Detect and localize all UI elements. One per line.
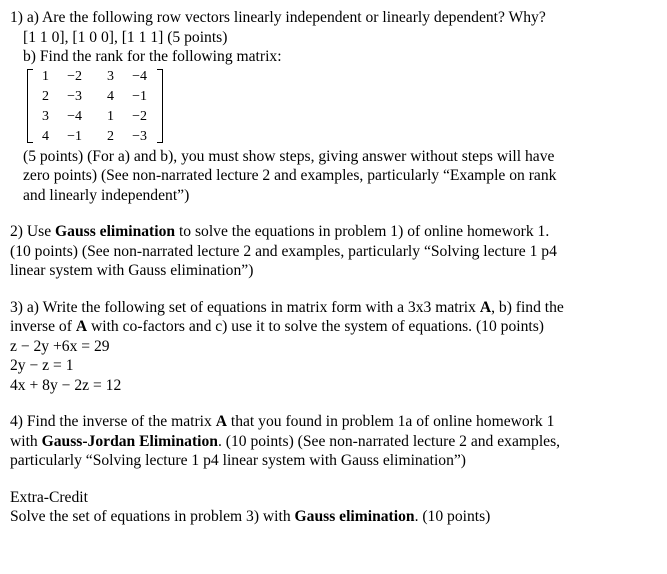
bold-term: A xyxy=(215,413,227,430)
text-run: Solve the set of equations in problem 3) with xyxy=(10,508,295,525)
matrix-row-2 xyxy=(27,87,163,106)
matrix-cell: 4 xyxy=(107,88,114,104)
matrix-cell: 3 xyxy=(107,68,114,84)
text-run: 4) Find the inverse of the matrix xyxy=(10,413,216,430)
bold-term: Gauss-Jordan Elimination xyxy=(41,432,218,450)
problem-4-line-2 xyxy=(10,432,657,452)
problem-4 xyxy=(10,412,657,471)
problem-3-line-1 xyxy=(10,298,657,318)
problem-1-note-line-3: and linearly independent”) xyxy=(23,186,190,204)
text-run: that you found in problem 1a of online homework 1 xyxy=(226,413,555,430)
problem-4-line-3: particularly “Solving lecture 1 p4 linear system with Gauss elimination”) xyxy=(10,452,467,469)
matrix-cell: −3 xyxy=(67,88,82,104)
problem-1-question-b: b) Find the rank for the following matrix: xyxy=(23,48,282,65)
matrix-cell: −1 xyxy=(132,88,147,104)
matrix-cell: −2 xyxy=(132,108,147,124)
problem-1-note-line-1: (5 points) (For a) and b), you must show steps, giving answer without steps will have xyxy=(23,147,555,165)
text-run: inverse of xyxy=(10,318,76,335)
problem-3-line-2 xyxy=(10,317,657,337)
matrix-cell: 3 xyxy=(42,108,49,124)
extra-credit-line-1 xyxy=(10,507,657,527)
matrix-cell: 2 xyxy=(107,128,114,144)
text-run: with co-factors and c) use it to solve the system of equations. (10 points) xyxy=(87,318,544,335)
problem-2-line-2: (10 points) (See non-narrated lecture 2 and examples, particularly “Solving lecture 1 p4 xyxy=(10,242,557,260)
problem-2-line-1 xyxy=(10,222,657,242)
problem-1-note-line-2: zero points) (See non-narrated lecture 2 and examples, particularly “Example on rank xyxy=(23,167,557,184)
matrix-cell: 1 xyxy=(107,108,114,124)
extra-credit-title: Extra-Credit xyxy=(10,488,88,506)
matrix-row-3 xyxy=(27,107,163,126)
matrix-cell: 4 xyxy=(42,128,49,144)
matrix-cell: −2 xyxy=(67,68,82,84)
text-run: to solve the equations in problem 1) of online homework 1. xyxy=(175,223,550,240)
problem-1-question-a: 1) a) Are the following row vectors linearly independent or linearly dependent? Why? xyxy=(10,9,546,26)
matrix-cell: −4 xyxy=(67,108,82,124)
text-run: 2) Use xyxy=(10,223,56,240)
text-run: with xyxy=(10,432,42,450)
equation-3: 4x + 8y − 2z = 12 xyxy=(10,376,122,394)
text-run: . (10 points) (See non-narrated lecture 2 and examples, xyxy=(217,432,561,450)
bold-term: A xyxy=(479,298,492,316)
extra-credit xyxy=(10,488,657,527)
rank-matrix xyxy=(27,67,163,147)
matrix-cell: −1 xyxy=(67,128,82,144)
equation-2: 2y − z = 1 xyxy=(10,357,74,374)
bold-term: Gauss elimination xyxy=(55,223,176,240)
problem-4-line-1 xyxy=(10,412,657,432)
matrix-cell: 1 xyxy=(42,68,49,84)
text-run: 3) a) Write the following set of equations in matrix form with a 3x3 matrix xyxy=(10,298,480,316)
equation-1: z − 2y +6x = 29 xyxy=(10,337,110,355)
matrix-row-1 xyxy=(27,67,163,86)
matrix-cell: 2 xyxy=(42,88,49,104)
matrix-cell: −3 xyxy=(132,128,147,144)
bold-term: A xyxy=(75,318,88,335)
problem-1 xyxy=(10,8,657,205)
text-run: , b) find the xyxy=(491,298,564,316)
problem-2-line-3: linear system with Gauss elimination”) xyxy=(10,262,254,279)
text-run: . (10 points) xyxy=(414,508,491,525)
problem-3 xyxy=(10,298,657,396)
bold-term: Gauss elimination xyxy=(294,508,415,525)
problem-2 xyxy=(10,222,657,281)
matrix-row-4 xyxy=(27,127,163,146)
matrix-cell: −4 xyxy=(132,68,147,84)
problem-1-vectors: [1 1 0], [1 0 0], [1 1 1] (5 points) xyxy=(23,28,228,46)
